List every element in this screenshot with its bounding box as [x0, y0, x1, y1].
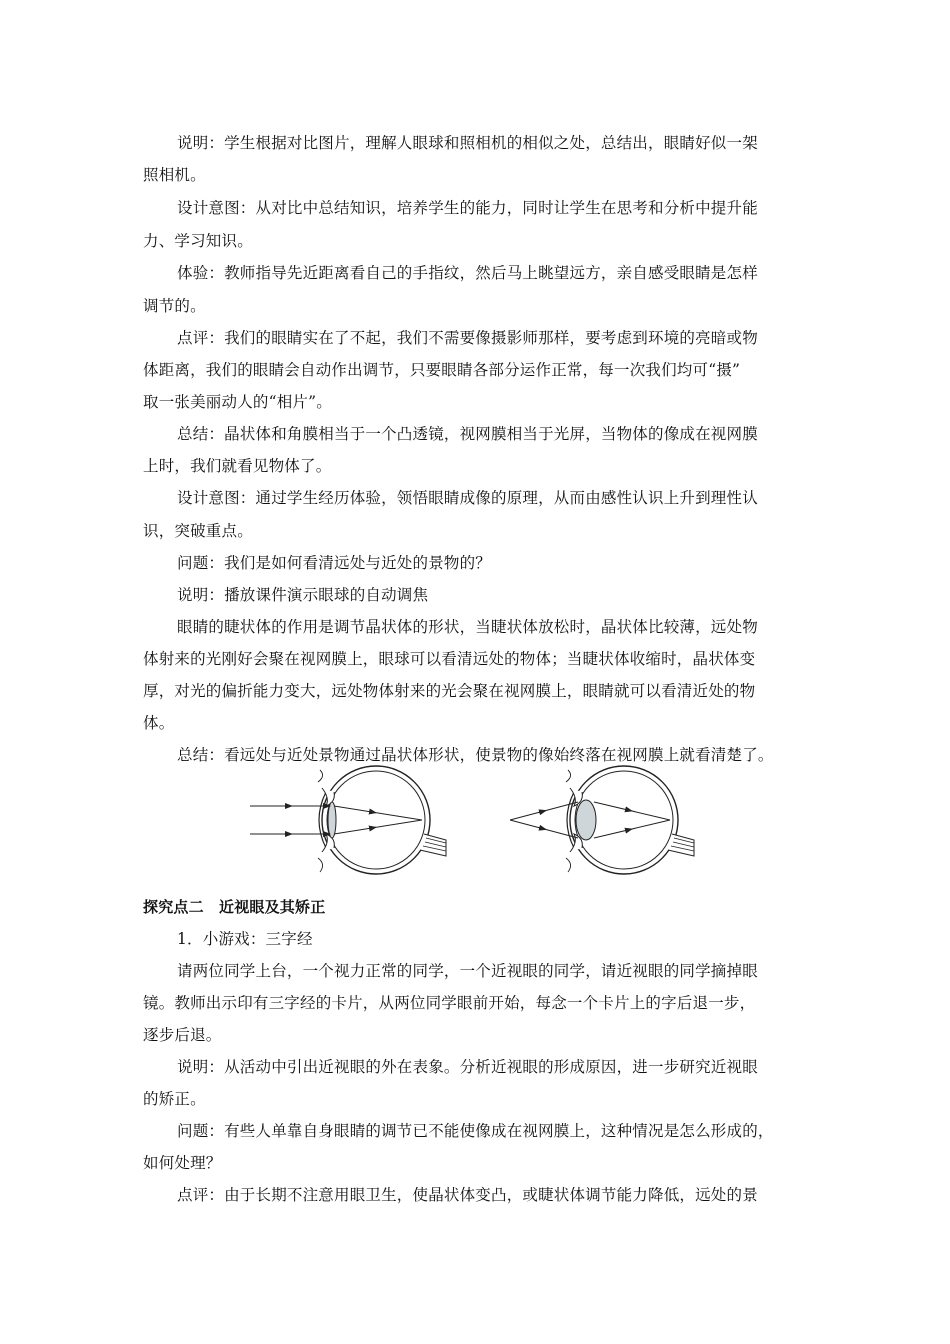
eye-near-object-diagram	[510, 766, 694, 874]
paragraph-line: 点评：由于长期不注意用眼卫生，使晶状体变凸，或睫状体调节能力降低，远处的景	[177, 1186, 758, 1204]
paragraph-line: 点评：我们的眼睛实在了不起，我们不需要像摄影师那样，要考虑到环境的亮暗或物	[177, 329, 758, 347]
paragraph-line: 的矫正。	[143, 1090, 206, 1108]
paragraph-line: 照相机。	[143, 166, 206, 184]
paragraph-line: 力、学习知识。	[143, 232, 253, 250]
paragraph-line: 问题：有些人单靠自身眼睛的调节已不能使像成在视网膜上，这种情况是怎么形成的，	[177, 1122, 774, 1140]
paragraph-line: 体验：教师指导先近距离看自己的手指纹，然后马上眺望远方，亲自感受眼睛是怎样	[177, 264, 758, 282]
paragraph-line: 镜。教师出示印有三字经的卡片，从两位同学眼前开始，每念一个卡片上的字后退一步，	[143, 994, 756, 1012]
paragraph-line: 体距离，我们的眼睛会自动作出调节，只要眼睛各部分运作正常，每一次我们均可“摄”	[143, 361, 741, 379]
paragraph-line: 体。	[143, 714, 175, 732]
paragraph-line: 设计意图：从对比中总结知识，培养学生的能力，同时让学生在思考和分析中提升能	[177, 199, 758, 217]
paragraph-line: 说明：播放课件演示眼球的自动调焦	[177, 586, 429, 604]
paragraph-line: 总结：晶状体和角膜相当于一个凸透镜，视网膜相当于光屏，当物体的像成在视网膜	[177, 425, 758, 443]
paragraph-line: 调节的。	[143, 297, 206, 315]
paragraph-line: 问题：我们是如何看清远处与近处的景物的？	[177, 554, 492, 572]
paragraph-line: 识，突破重点。	[143, 522, 253, 540]
paragraph-line: 取一张美丽动人的“相片”。	[143, 393, 332, 411]
section-heading: 探究点二 近视眼及其矫正	[143, 898, 326, 916]
paragraph-line: 体射来的光刚好会聚在视网膜上，眼球可以看清远处的物体；当睫状体收缩时，晶状体变	[143, 650, 756, 668]
paragraph-line: 说明：从活动中引出近视眼的外在表象。分析近视眼的形成原因，进一步研究近视眼	[177, 1058, 758, 1076]
paragraph-line: 总结：看远处与近处景物通过晶状体形状，使景物的像始终落在视网膜上就看清楚了。	[177, 746, 774, 764]
eye-focus-figure	[246, 762, 698, 882]
paragraph-line: 1．小游戏：三字经	[177, 930, 313, 948]
paragraph-line: 如何处理？	[143, 1154, 222, 1172]
paragraph-line: 逐步后退。	[143, 1026, 222, 1044]
paragraph-line: 上时，我们就看见物体了。	[143, 457, 332, 475]
paragraph-line: 眼睛的睫状体的作用是调节晶状体的形状，当睫状体放松时，晶状体比较薄，远处物	[177, 618, 758, 636]
paragraph-line: 厚，对光的偏折能力变大，远处物体射来的光会聚在视网膜上，眼睛就可以看清近处的物	[143, 682, 756, 700]
paragraph-line: 设计意图：通过学生经历体验，领悟眼睛成像的原理，从而由感性认识上升到理性认	[177, 489, 758, 507]
paragraph-line: 说明：学生根据对比图片，理解人眼球和照相机的相似之处，总结出，眼睛好似一架	[177, 134, 758, 152]
eye-diagrams-svg	[246, 762, 698, 882]
paragraph-line: 请两位同学上台，一个视力正常的同学，一个近视眼的同学，请近视眼的同学摘掉眼	[177, 962, 758, 980]
eye-distant-object-diagram	[250, 766, 446, 874]
